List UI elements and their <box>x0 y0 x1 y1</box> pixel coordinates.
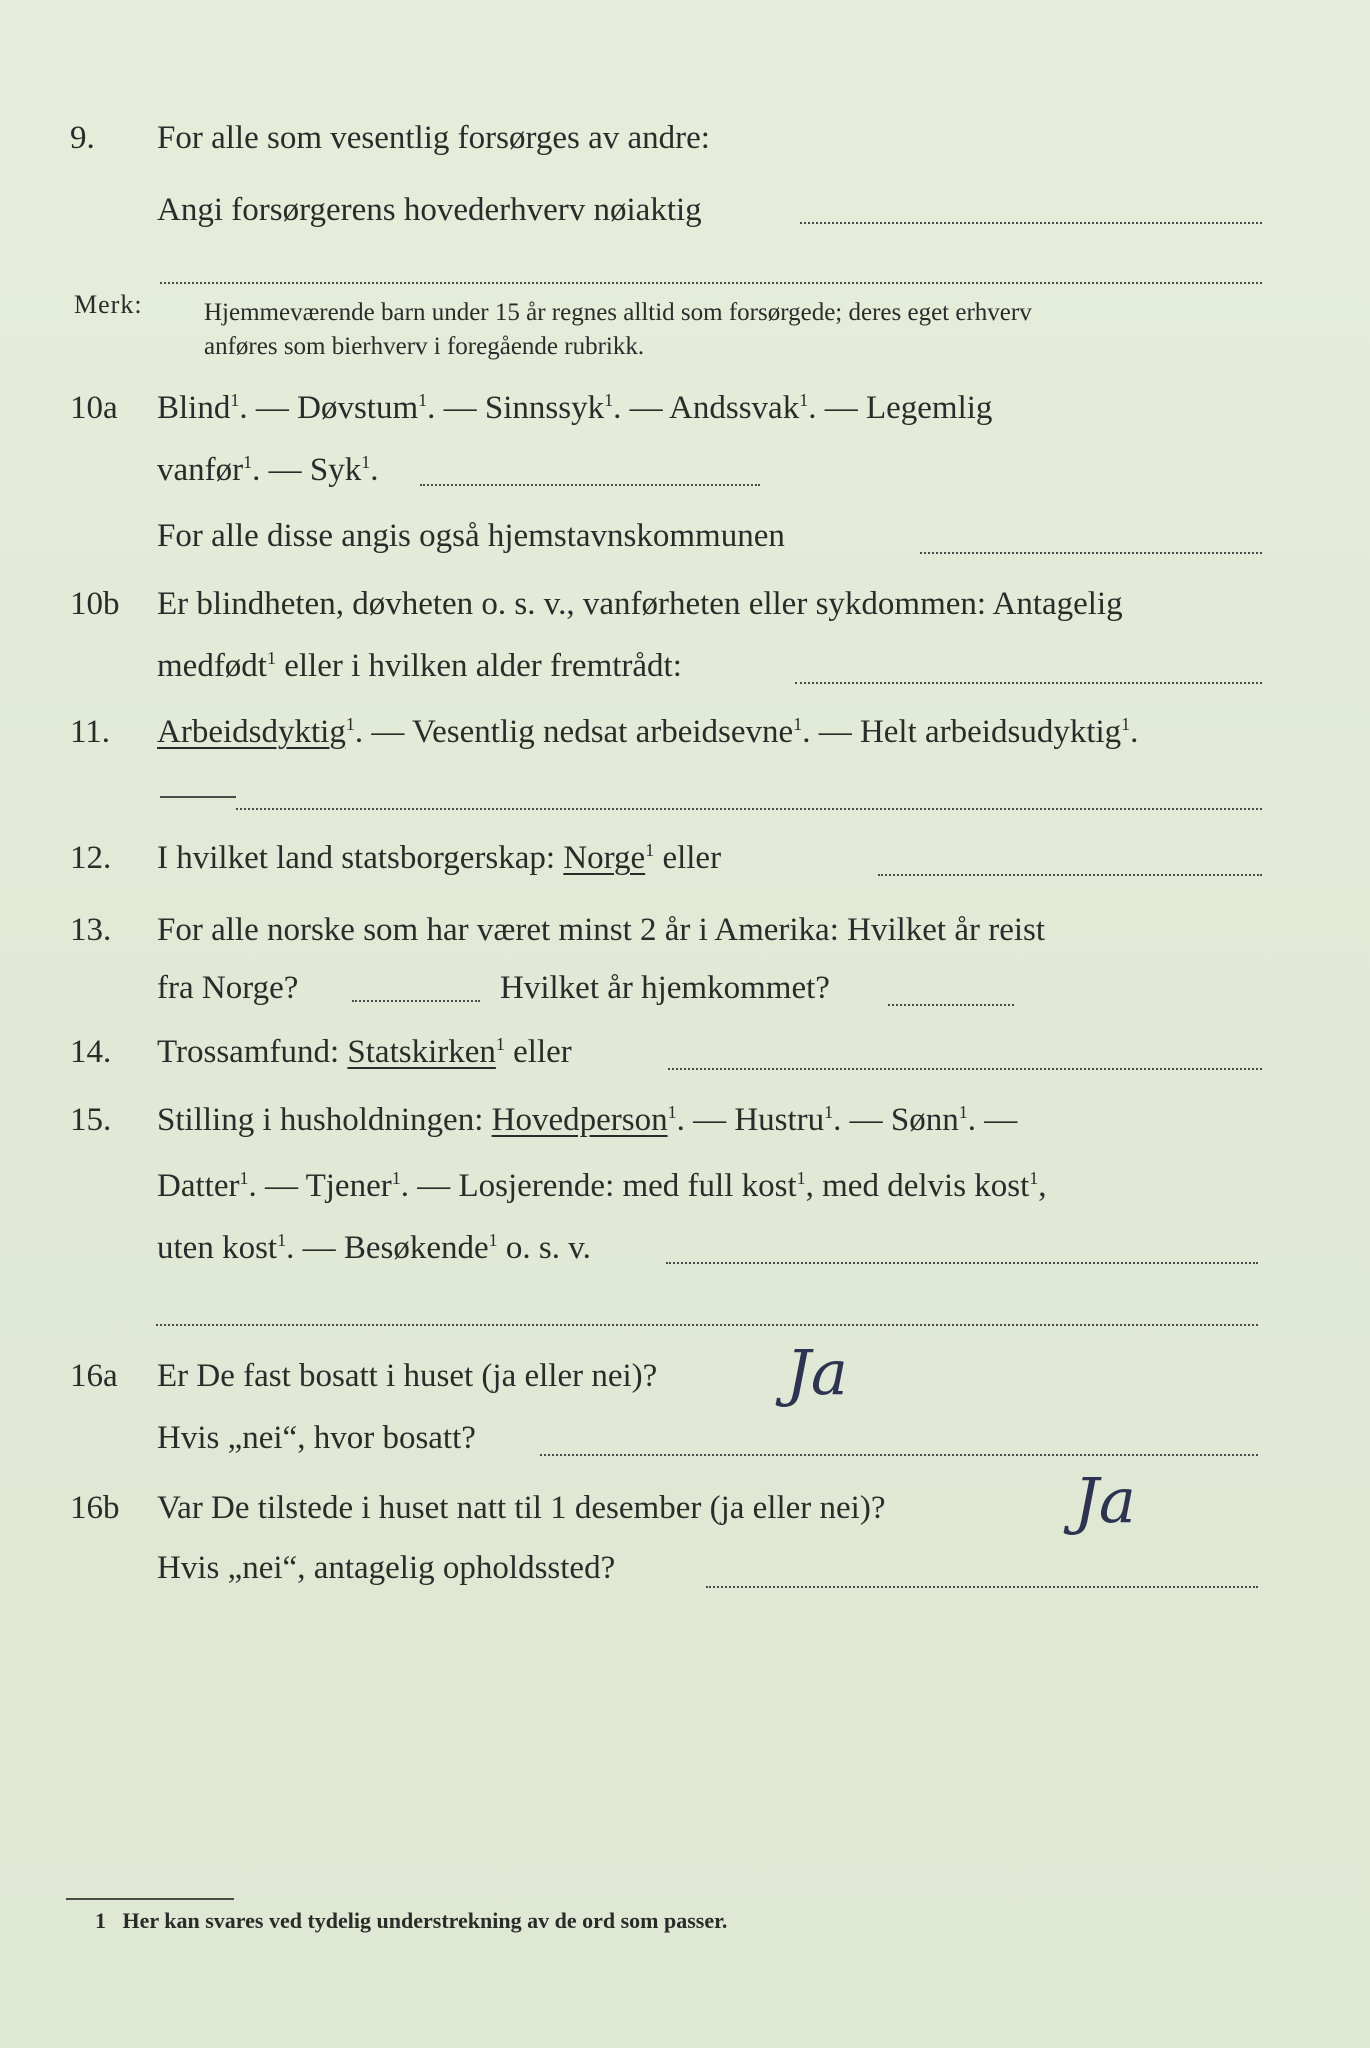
opt-udyktig[interactable]: Helt arbeidsudyktig <box>859 714 1122 750</box>
q13-hjem-line[interactable] <box>888 1004 1014 1006</box>
opt-delvis[interactable]: med delvis kost <box>822 1168 1030 1204</box>
q10b-text: Er blindheten, døvheten o. s. v., vanførheten eller sykdommen: Antagelig <box>157 586 1123 622</box>
opt-syk[interactable]: Syk <box>309 452 362 488</box>
opt-besokende[interactable]: Besøkende <box>343 1230 489 1266</box>
q15-text: Stilling i husholdningen: <box>157 1102 484 1138</box>
opt-statskirken[interactable]: Statskirken <box>347 1034 496 1070</box>
q13-fra: fra Norge? <box>157 970 299 1006</box>
q10b-number: 10b <box>70 586 120 622</box>
q12-eller: eller <box>662 840 722 876</box>
q10a-hjemstavn-line[interactable] <box>920 552 1262 554</box>
opt-losjerende[interactable]: Losjerende: med full kost <box>458 1168 797 1204</box>
q16a-handwritten-answer[interactable]: Ja <box>786 1336 848 1409</box>
opt-legemlig[interactable]: Legemlig <box>865 390 993 426</box>
footnote-text: Her kan svares ved tydelig understrekning av de ord som passer. <box>122 1908 728 1933</box>
census-form-page: 9. For alle som vesentlig forsørges av andre: Angi forsørgerens hovederhverv nøiaktig Merk: Hjemmeværende barn under 15 år regnes alltid som forsørgede; deres eget erhverv anføres som bierhverv i foregående rubrikk. 10a Blind$^1$. — Døvstum$^1$. — Sinnssyk$^1$. — Andssvak$^1$. — Legemlig vanfør$^1$. — Syk$^1$. For alle disse angis også hjemstavnskommunen 10b Er blindheten, døvheten o. s. v., vanførheten eller sykdommen: Antagelig medfødt$^1$ eller i hvilken alder fremtrådt: 11. Arbeidsdyktig$^1$. — Vesentlig nedsat arbeidsevne$^1$. — Helt arbeidsudyktig$^1$. 12. I hvilket land statsborgerskap: Norge$^1$ eller 13. For alle norske som har været minst 2 år i Amerika: Hvilket år reist fra Norge? Hvilket år hjemkommet? 14. Trossamfund: Statskirken$^1$ eller 15. Stilling i husholdningen: Hovedperson$^1$. — Hustru$^1$. — Sønn$^1$. — Datter$^1$. — Tjener$^1$. — Losjerende: med full kost$^1$, med delvis kost$^1$, uten kost$^1$. — Besøkende$^1$ o. s. v. 16a Er De fast bosatt i huset (ja eller nei)? Ja Hvis „nei“, hvor bosatt? 16b Var De tilstede i huset natt til 1 desember (ja eller nei)? Ja Hvis „nei“, antagelig opholdssted? 1 Her kan svares ved tydelig understrekning av de ord som passer. <box>0 0 1370 2048</box>
opt-sinnssyk[interactable]: Sinnssyk <box>484 390 605 426</box>
q16b-text: Var De tilstede i huset natt til 1 desember (ja eller nei)? <box>157 1490 886 1526</box>
q9-text: For alle som vesentlig forsørges av andre: <box>157 120 710 156</box>
q11-answer-line[interactable] <box>236 808 1262 810</box>
opt-andssvak[interactable]: Andssvak <box>669 390 800 426</box>
q9-answer-line[interactable] <box>800 222 1262 224</box>
merk-text-1: Hjemmeværende barn under 15 år regnes alltid som forsørgede; deres eget erhverv <box>204 299 1032 326</box>
q9-text-2: Angi forsørgerens hovederhverv nøiaktig <box>157 192 702 228</box>
q15-answer-line-2[interactable] <box>156 1324 1258 1326</box>
q15-number: 15. <box>70 1102 112 1138</box>
q16b-number: 16b <box>70 1490 120 1526</box>
q13-hjem: Hvilket år hjemkommet? <box>500 970 830 1006</box>
q16a-text-2: Hvis „nei“, hvor bosatt? <box>157 1420 476 1456</box>
q11-number: 11. <box>70 714 111 750</box>
opt-sonn[interactable]: Sønn <box>890 1102 959 1138</box>
q13-reist-line[interactable] <box>352 1000 480 1002</box>
q10a-number: 10a <box>70 390 118 426</box>
footnote-rule <box>66 1898 234 1900</box>
q10a-options: Blind$^1$. — Døvstum$^1$. — Sinnssyk$^1$. — Andssvak$^1$. — Legemlig <box>157 390 993 426</box>
q16b-text-2: Hvis „nei“, antagelig opholdssted? <box>157 1550 616 1586</box>
q14-number: 14. <box>70 1034 112 1070</box>
q16a-answer-line[interactable] <box>540 1454 1258 1456</box>
merk-text-2: anføres som bierhverv i foregående rubrikk. <box>204 333 645 360</box>
q14-answer-line[interactable] <box>668 1068 1262 1070</box>
q16b-answer-line[interactable] <box>706 1586 1258 1588</box>
q16b-handwritten-answer[interactable]: Ja <box>1074 1464 1136 1537</box>
q9-answer-line-2[interactable] <box>160 282 1262 284</box>
q13-text: For alle norske som har været minst 2 år i Amerika: Hvilket år reist <box>157 912 1046 948</box>
q10b-rest: eller i hvilken alder fremtrådt: <box>284 648 682 684</box>
q12-text: I hvilket land statsborgerskap: <box>157 840 556 876</box>
q14-text: Trossamfund: <box>157 1034 340 1070</box>
q11-mark <box>160 796 236 798</box>
q13-number: 13. <box>70 912 112 948</box>
opt-hovedperson[interactable]: Hovedperson <box>491 1102 668 1138</box>
opt-medfodt[interactable]: medfødt <box>157 648 267 684</box>
opt-dovstum[interactable]: Døvstum <box>297 390 419 426</box>
opt-nedsat[interactable]: Vesentlig nedsat arbeidsevne <box>411 714 794 750</box>
q15-osv: o. s. v. <box>505 1230 591 1266</box>
q10a-answer-line[interactable] <box>420 484 760 486</box>
q10b-answer-line[interactable] <box>795 682 1262 684</box>
q15-answer-line[interactable] <box>666 1262 1258 1264</box>
q16a-text: Er De fast bosatt i huset (ja eller nei)? <box>157 1358 658 1394</box>
opt-datter[interactable]: Datter <box>157 1168 240 1204</box>
opt-tjener[interactable]: Tjener <box>305 1168 392 1204</box>
opt-arbeidsdyktig[interactable]: Arbeidsdyktig <box>157 714 346 750</box>
merk-label: Merk: <box>74 290 143 319</box>
opt-vanfor[interactable]: vanfør <box>157 452 244 488</box>
opt-blind[interactable]: Blind <box>157 390 231 426</box>
q9-number: 9. <box>70 120 95 156</box>
opt-uten[interactable]: uten kost <box>157 1230 278 1266</box>
q12-number: 12. <box>70 840 112 876</box>
opt-norge[interactable]: Norge <box>563 840 646 876</box>
q10a-hjemstavn: For alle disse angis også hjemstavnskommunen <box>157 518 785 554</box>
q14-eller: eller <box>513 1034 572 1070</box>
footnote-mark: 1 <box>95 1908 106 1933</box>
q12-answer-line[interactable] <box>878 874 1262 876</box>
opt-hustru[interactable]: Hustru <box>734 1102 825 1138</box>
footnote <box>95 1908 727 1934</box>
q16a-number: 16a <box>70 1358 118 1394</box>
